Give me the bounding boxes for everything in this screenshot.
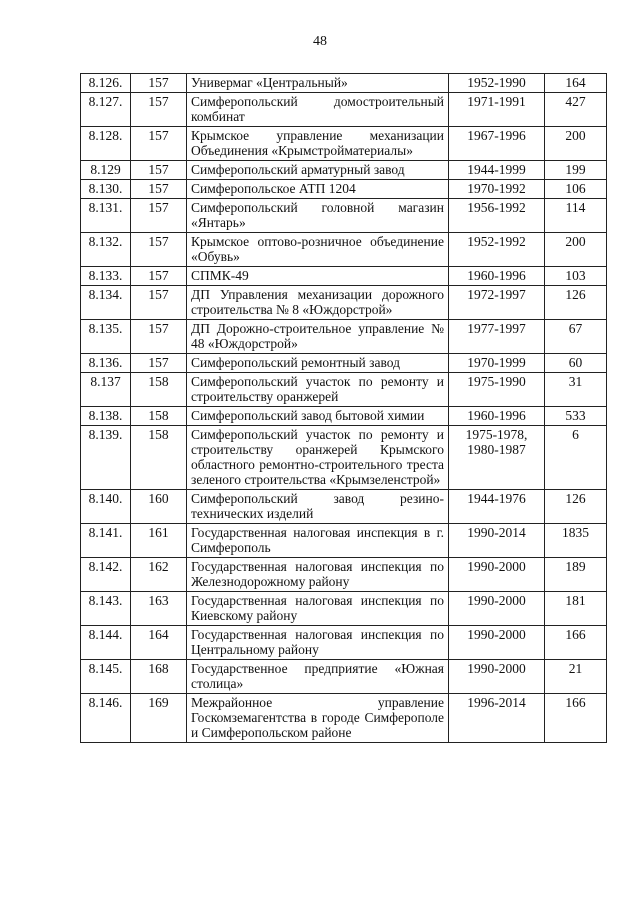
fund-number-cell: 157 <box>131 93 187 127</box>
fund-number-cell: 157 <box>131 127 187 161</box>
file-count-cell: 164 <box>545 74 607 93</box>
date-range-cell: 1990-2000 <box>449 660 545 694</box>
organization-name-cell: Государственное предприятие «Южная столица» <box>187 660 449 694</box>
organization-name-cell: Государственная налоговая инспекция по Киевскому району <box>187 592 449 626</box>
date-range-cell: 1960-1996 <box>449 267 545 286</box>
date-range-cell: 1975-1990 <box>449 373 545 407</box>
organization-name-cell: Симферопольский участок по ремонту и строительству оранжерей <box>187 373 449 407</box>
row-number-cell: 8.143. <box>81 592 131 626</box>
fund-number-cell: 162 <box>131 558 187 592</box>
table-row <box>81 592 607 626</box>
row-number-cell: 8.126. <box>81 74 131 93</box>
date-range-cell: 1977-1997 <box>449 320 545 354</box>
fund-number-cell: 169 <box>131 694 187 743</box>
organization-name-cell: Крымское управление механизации Объединения «Крымстройматериалы» <box>187 127 449 161</box>
fund-number-cell: 157 <box>131 199 187 233</box>
organization-name-cell: СПМК-49 <box>187 267 449 286</box>
organization-name-cell: Симферопольский ремонтный завод <box>187 354 449 373</box>
date-range-cell: 1990-2014 <box>449 524 545 558</box>
file-count-cell: 106 <box>545 180 607 199</box>
date-range-cell: 1960-1996 <box>449 407 545 426</box>
fund-number-cell: 157 <box>131 180 187 199</box>
fund-number-cell: 168 <box>131 660 187 694</box>
file-count-cell: 1835 <box>545 524 607 558</box>
organization-name-cell: Универмаг «Центральный» <box>187 74 449 93</box>
row-number-cell: 8.130. <box>81 180 131 199</box>
table-row <box>81 660 607 694</box>
table-row <box>81 199 607 233</box>
date-range-cell: 1990-2000 <box>449 592 545 626</box>
row-number-cell: 8.129 <box>81 161 131 180</box>
date-range-cell: 1996-2014 <box>449 694 545 743</box>
fund-number-cell: 163 <box>131 592 187 626</box>
file-count-cell: 126 <box>545 286 607 320</box>
table-row <box>81 354 607 373</box>
organization-name-cell: Симферопольский завод резино-технических изделий <box>187 490 449 524</box>
fund-number-cell: 157 <box>131 320 187 354</box>
table-row <box>81 426 607 490</box>
archive-fund-table <box>80 73 607 743</box>
date-range-cell: 1956-1992 <box>449 199 545 233</box>
fund-number-cell: 158 <box>131 426 187 490</box>
table-row <box>81 320 607 354</box>
row-number-cell: 8.141. <box>81 524 131 558</box>
fund-number-cell: 158 <box>131 407 187 426</box>
date-range-cell: 1952-1992 <box>449 233 545 267</box>
file-count-cell: 533 <box>545 407 607 426</box>
table-row <box>81 74 607 93</box>
fund-number-cell: 164 <box>131 626 187 660</box>
row-number-cell: 8.135. <box>81 320 131 354</box>
table-row <box>81 93 607 127</box>
fund-number-cell: 157 <box>131 161 187 180</box>
row-number-cell: 8.128. <box>81 127 131 161</box>
date-range-cell: 1944-1976 <box>449 490 545 524</box>
row-number-cell: 8.142. <box>81 558 131 592</box>
file-count-cell: 31 <box>545 373 607 407</box>
fund-number-cell: 157 <box>131 286 187 320</box>
file-count-cell: 6 <box>545 426 607 490</box>
fund-number-cell: 161 <box>131 524 187 558</box>
file-count-cell: 103 <box>545 267 607 286</box>
table-body <box>81 74 607 743</box>
row-number-cell: 8.137 <box>81 373 131 407</box>
table-row <box>81 373 607 407</box>
file-count-cell: 166 <box>545 626 607 660</box>
file-count-cell: 60 <box>545 354 607 373</box>
date-range-cell: 1990-2000 <box>449 558 545 592</box>
row-number-cell: 8.127. <box>81 93 131 127</box>
row-number-cell: 8.131. <box>81 199 131 233</box>
file-count-cell: 200 <box>545 127 607 161</box>
organization-name-cell: Государственная налоговая инспекция по Центральному району <box>187 626 449 660</box>
organization-name-cell: Государственная налоговая инспекция по Железнодорожному району <box>187 558 449 592</box>
organization-name-cell: ДП Управления механизации дорожного строительства № 8 «Юждорстрой» <box>187 286 449 320</box>
organization-name-cell: Симферопольский участок по ремонту и строительству оранжерей Крымского областного ремонтно-строительного треста зеленого строительства «Крымзеленстрой» <box>187 426 449 490</box>
file-count-cell: 200 <box>545 233 607 267</box>
file-count-cell: 199 <box>545 161 607 180</box>
row-number-cell: 8.133. <box>81 267 131 286</box>
date-range-cell: 1944-1999 <box>449 161 545 180</box>
fund-number-cell: 157 <box>131 267 187 286</box>
row-number-cell: 8.136. <box>81 354 131 373</box>
file-count-cell: 21 <box>545 660 607 694</box>
file-count-cell: 181 <box>545 592 607 626</box>
row-number-cell: 8.132. <box>81 233 131 267</box>
date-range-cell: 1970-1999 <box>449 354 545 373</box>
organization-name-cell: ДП Дорожно-строительное управление № 48 «Юждорстрой» <box>187 320 449 354</box>
row-number-cell: 8.144. <box>81 626 131 660</box>
file-count-cell: 189 <box>545 558 607 592</box>
table-row <box>81 286 607 320</box>
fund-number-cell: 157 <box>131 354 187 373</box>
table-row <box>81 524 607 558</box>
row-number-cell: 8.134. <box>81 286 131 320</box>
organization-name-cell: Симферопольский домостроительный комбинат <box>187 93 449 127</box>
fund-number-cell: 158 <box>131 373 187 407</box>
table-row <box>81 161 607 180</box>
row-number-cell: 8.140. <box>81 490 131 524</box>
organization-name-cell: Симферопольский завод бытовой химии <box>187 407 449 426</box>
organization-name-cell: Симферопольский головной магазин «Янтарь» <box>187 199 449 233</box>
table-row <box>81 626 607 660</box>
table-row <box>81 127 607 161</box>
table-row <box>81 267 607 286</box>
organization-name-cell: Симферопольский арматурный завод <box>187 161 449 180</box>
date-range-cell: 1972-1997 <box>449 286 545 320</box>
organization-name-cell: Межрайонное управление Госкомземагентства в городе Симферополе и Симферопольском районе <box>187 694 449 743</box>
date-range-cell: 1990-2000 <box>449 626 545 660</box>
row-number-cell: 8.139. <box>81 426 131 490</box>
table-row <box>81 407 607 426</box>
table-row <box>81 490 607 524</box>
file-count-cell: 126 <box>545 490 607 524</box>
file-count-cell: 427 <box>545 93 607 127</box>
file-count-cell: 114 <box>545 199 607 233</box>
fund-number-cell: 157 <box>131 74 187 93</box>
row-number-cell: 8.138. <box>81 407 131 426</box>
organization-name-cell: Государственная налоговая инспекция в г. Симферополь <box>187 524 449 558</box>
table-row <box>81 180 607 199</box>
date-range-cell: 1971-1991 <box>449 93 545 127</box>
table-row <box>81 694 607 743</box>
row-number-cell: 8.146. <box>81 694 131 743</box>
organization-name-cell: Симферопольское АТП 1204 <box>187 180 449 199</box>
table-row <box>81 233 607 267</box>
date-range-cell: 1967-1996 <box>449 127 545 161</box>
row-number-cell: 8.145. <box>81 660 131 694</box>
date-range-cell: 1952-1990 <box>449 74 545 93</box>
fund-number-cell: 157 <box>131 233 187 267</box>
organization-name-cell: Крымское оптово-розничное объединение «Обувь» <box>187 233 449 267</box>
fund-number-cell: 160 <box>131 490 187 524</box>
date-range-cell: 1975-1978, 1980-1987 <box>449 426 545 490</box>
date-range-cell: 1970-1992 <box>449 180 545 199</box>
file-count-cell: 166 <box>545 694 607 743</box>
file-count-cell: 67 <box>545 320 607 354</box>
page-number: 48 <box>313 34 327 49</box>
table-row <box>81 558 607 592</box>
